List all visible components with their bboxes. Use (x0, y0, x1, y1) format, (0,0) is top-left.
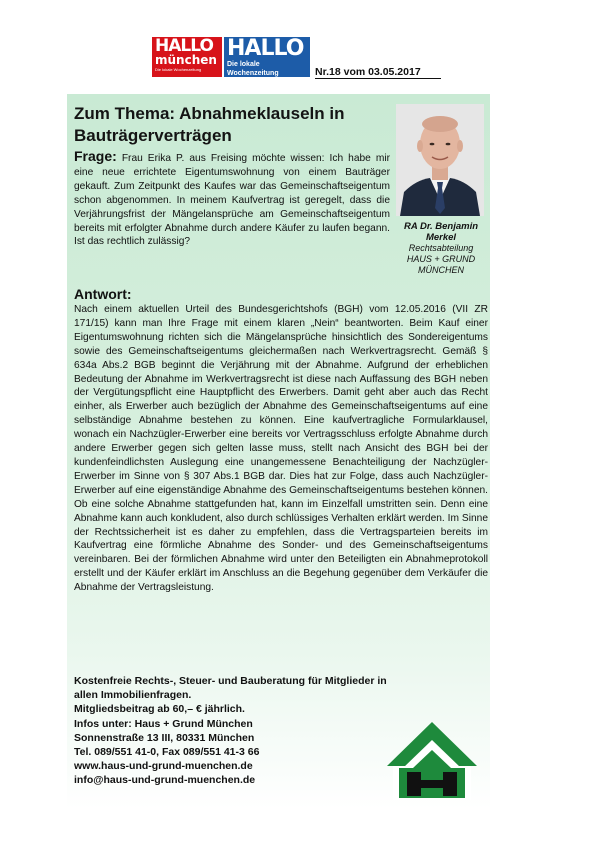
footer-line-4: Infos unter: Haus + Grund München (74, 717, 253, 730)
footer-website-link[interactable]: www.haus-und-grund-muenchen.de (74, 760, 253, 773)
logo-hallo-blue-text: HALLO (227, 36, 304, 61)
footer-line-3: Mitgliedsbeitrag ab 60,– € jährlich. (74, 703, 245, 716)
author-role-line-3: MÜNCHEN (418, 265, 464, 275)
author-name-line-1: RA Dr. Benjamin (403, 221, 479, 232)
author-role-line-2: HAUS + GRUND (406, 254, 476, 264)
issue-number: Nr.18 vom 03.05.2017 (315, 66, 441, 79)
logo-red-tagline: Die lokale Wochenzeitung (155, 67, 202, 72)
author-caption (394, 221, 488, 276)
author-role-line-1: Rechtsabteilung (408, 243, 474, 253)
author-photo (396, 104, 484, 216)
logo-hallo-text: HALLO (155, 36, 213, 56)
title-line-1: Zum Thema: Abnahmeklauseln in (74, 104, 345, 123)
question-label: Frage: (74, 148, 117, 164)
hallo-muenchen-logo (152, 37, 222, 77)
title-line-2: Bauträgerverträgen (74, 126, 232, 145)
logo-muenchen-text: münchen (155, 53, 217, 67)
footer-email-link[interactable]: info@haus-und-grund-muenchen.de (74, 774, 256, 787)
footer-line-2: allen Immobilienfragen. (74, 689, 192, 702)
footer-address: Sonnenstraße 13 III, 80331 München (74, 731, 255, 744)
article-title (74, 103, 394, 147)
answer-text: Nach einem aktuellen Urteil des Bundesgerichtshofs (BGH) vom 12.05.2016 (VII ZR 171/15) kann man Ihre Frage mit einem klaren „Nein“ beantworten. Beim Kauf einer Eigentumswohnung richten sich die Mängelansprüche hinsichtlich des Sondereigentums sowie des Gemeinschaftseigentums gleichermaßen nach Werkvertragsrecht. Gemäß § 634a Abs.2 BGB beginnt die Verjährung mit der Abnahme. Aufgrund der erheblichen Bedeutung der Abnahme im Werkvertragsrecht ist diese nach Auffassung des BGH neben der Vergütungspflicht eine Hauptpflicht des Erwerbers. Damit geht aber auch das Recht einher, als Erwerber auch bezüglich der Abnahme des Gemeinschaftseigentums auf eine selbständige Abnahme bestehen zu können. Eine kaufvertragliche Formularklausel, wonach ein Nachzügler-Erwerber eine bereits vor Vertragsschluss erfolgte Abnahme durch andere Erwerber gegen sich gelten lasse muss, stellt nach Ansicht des BGH bei der kundenfeindlichsten Auslegung eine unangemessene Benachteiligung der Nachzügler-Erwerber im Sinne von § 307 Abs.1 BGB dar. Dies hat zur Folge, dass auch Nachzügler-Erwerber auf eine eigenständige Abnahme des Gemeinschaftseigentums bestehen können. Ob eine solche Abnahme stattgefunden hat, kann im Einzelfall umstritten sein. Denn eine Abnahme kann auch konkludent, also durch schlüssiges Verhalten erklärt werden. Im Sinne der Rechtssicherheit ist es daher zu empfehlen, dass die Vertragsparteien bereits im Kaufvertrag eine förmliche Abnahme des Sonder- und des Gemeinschaftseigentums vereinbaren. Bei der förmlichen Abnahme wird unter den Beteiligten ein Abnahmeprotokoll erstellt und der Käufer erklärt im Anschluss an die Begehung gegenüber dem Verkäufer die Abnahme der Vertragsleistung. (74, 304, 488, 594)
question-block (74, 150, 390, 249)
hallo-logo (224, 37, 310, 77)
question-text: Frau Erika P. aus Freising möchte wissen: Ich habe mir eine neue errichtete Eigentumswohnung von einem Bauträger gekauft. Zum Zeitpunkt des Kaufes war das Gemeinschaftseigentum schon abgenommen. In meinem Kaufvertrag ist geregelt, dass die Verjährungsfrist der Mängelansprüche am Gemeinschaftseigentum bereits mit erfolgter Abnahme durch andere Käufer zu laufen begann. Ist das rechtlich zulässig? (74, 153, 390, 248)
author-name-line-2: Merkel (425, 232, 457, 243)
footer-phone: Tel. 089/551 41-0, Fax 089/551 41-3 66 (74, 746, 260, 759)
answer-label: Antwort: (74, 286, 132, 302)
haus-und-grund-logo (387, 722, 477, 800)
footer-line-1: Kostenfreie Rechts-, Steuer- und Bauberatung für Mitglieder in (74, 675, 387, 687)
logo-blue-tagline: Die lokale Wochenzeitung (227, 61, 279, 77)
